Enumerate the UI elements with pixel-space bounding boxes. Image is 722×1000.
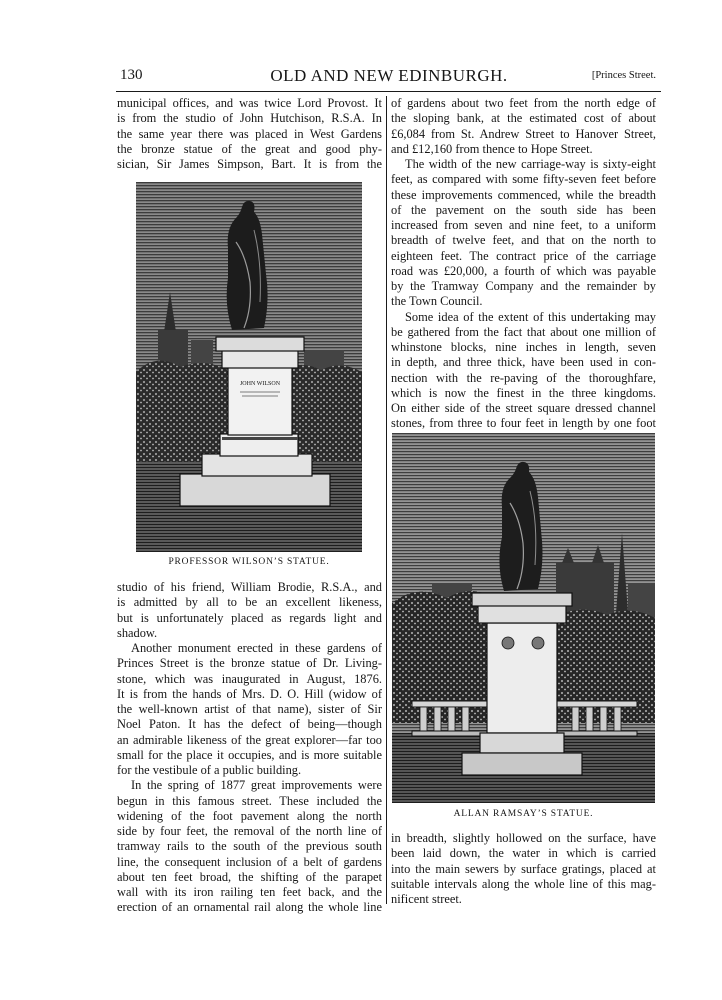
text-line: nection with the re-paving of the thoroughfare, (391, 370, 656, 385)
text-line: these improvements commenced, while the breadth (391, 187, 656, 202)
text-line: which is now the finest in the three kingdoms. (391, 385, 656, 400)
text-line: the bronze statue of the great and good phy- (117, 141, 382, 156)
column-divider (386, 96, 387, 904)
text-line: £6,084 from St. Andrew Street to Hanover Street, (391, 126, 656, 141)
text-line: shadow. (117, 625, 158, 640)
text-line: been laid down, the water in which is carried (391, 846, 656, 861)
text-line: and £12,160 from thence to Hope Street. (391, 141, 593, 156)
text-line: wall with its iron railing ten feet back, and the (117, 885, 382, 899)
text-line: It is from the hands of Mrs. D. O. Hill (widow of (117, 686, 382, 701)
text-line: Noel Paton. It has the defect of being—though (117, 717, 382, 732)
text-line: stones, from three to four feet in length by one foot (391, 416, 656, 431)
section-title: [Princes Street. (591, 70, 656, 81)
allan-ramsay-statue-illustration (392, 433, 655, 803)
running-title: OLD AND NEW EDINBURGH. (270, 66, 508, 85)
text-line: begun in this famous street. These included the (117, 793, 382, 808)
text-line: Another monument erected in these gardens of (131, 641, 382, 655)
text-line: the same year there was placed in West Gardens (117, 126, 382, 141)
text-line: nificent street. (391, 892, 462, 906)
text-line: side by four feet, the removal of the north line of (117, 824, 382, 838)
text-line: is admitted by all to be an excellent likeness, (117, 595, 382, 610)
text-line: tramway rails to the south of the previous south (117, 839, 382, 854)
plinth-inscription: JOHN WILSON (239, 381, 281, 387)
text-line: is from the studio of John Hutchison, R.S.A. In (117, 111, 382, 126)
text-line: an admirable likeness of the great explorer—far too (117, 732, 382, 747)
text-line: into the main sewers by surface gratings, placed at (391, 861, 656, 876)
text-line: in breadth, slightly hollowed on the surface, have (391, 831, 656, 845)
page-number: 130 (120, 67, 143, 83)
text-line: line, the consequent inclusion of a belt of gardens (117, 854, 382, 869)
text-line: whinstone blocks, nine inches in length, seven (391, 340, 656, 354)
text-line: erection of an ornamental rail along the whole line (117, 900, 382, 915)
text-line: suitable intervals along the whole line of this mag- (391, 876, 656, 891)
text-line: eighteen feet. The contract price of the carriage (391, 248, 656, 263)
text-line: Princes Street is the bronze statue of Dr. Living- (117, 656, 382, 671)
text-line: widening of the foot pavement along the north (117, 808, 382, 823)
text-line: the Town Council. (391, 294, 483, 309)
text-line: about ten feet broad, the shifting of the parapet (117, 869, 382, 884)
text-line: by the Tramway Company and the remainder by (391, 279, 656, 293)
figure-caption-allan-ramsay: ALLAN RAMSAY’S STATUE. (453, 809, 594, 819)
column-2-top (391, 96, 656, 432)
text-line: breadth of twelve feet, and that on the north to (391, 233, 656, 248)
text-line: for the vestibule of a public building. (117, 763, 302, 777)
text-line: feet, as compared with some fifty-seven feet before (391, 172, 656, 187)
text-line: On either side of the street square dressed channel (391, 401, 656, 415)
text-line: small for the place it occupies, and is more suitable (117, 747, 382, 762)
text-line: studio of his friend, William Brodie, R.S.A., and (117, 580, 382, 594)
text-line: be gathered from the fact that about one million of (391, 324, 656, 339)
text-line: increased from seven and nine feet, to a uniform (391, 218, 656, 232)
header-rule (116, 91, 661, 92)
text-line: Some idea of the extent of this undertaking may (405, 309, 656, 324)
running-header (114, 66, 664, 86)
text-line: municipal offices, and was twice Lord Provost. It (117, 96, 382, 110)
text-line: The width of the new carriage-way is sixty-eight (405, 157, 656, 171)
text-line: sician, Sir James Simpson, Bart. It is from the (117, 157, 382, 171)
text-line: In the spring of 1877 great improvements were (131, 778, 382, 793)
text-line: the well-known artist of that name), sister of Sir (117, 702, 382, 716)
column-1-top (117, 96, 382, 172)
text-line: in depth, and three thick, have been used in con- (391, 355, 656, 370)
text-line: of the pavement on the south side has been (391, 202, 656, 217)
text-line: of gardens about two feet from the north edge of (391, 96, 656, 110)
text-line: road was £20,000, a fourth of which was payable (391, 263, 656, 278)
text-line: but is unfortunately placed as regards light and (117, 610, 382, 625)
figure-caption-professor-wilson: PROFESSOR WILSON’S STATUE. (168, 557, 330, 567)
professor-wilson-statue-illustration (136, 182, 362, 552)
column-1-bottom (117, 580, 382, 916)
text-line: the sloping bank, at the estimated cost of about (391, 111, 656, 126)
text-line: stone, which was inaugurated in August, 1876. (117, 671, 382, 686)
column-2-bottom (391, 831, 656, 907)
